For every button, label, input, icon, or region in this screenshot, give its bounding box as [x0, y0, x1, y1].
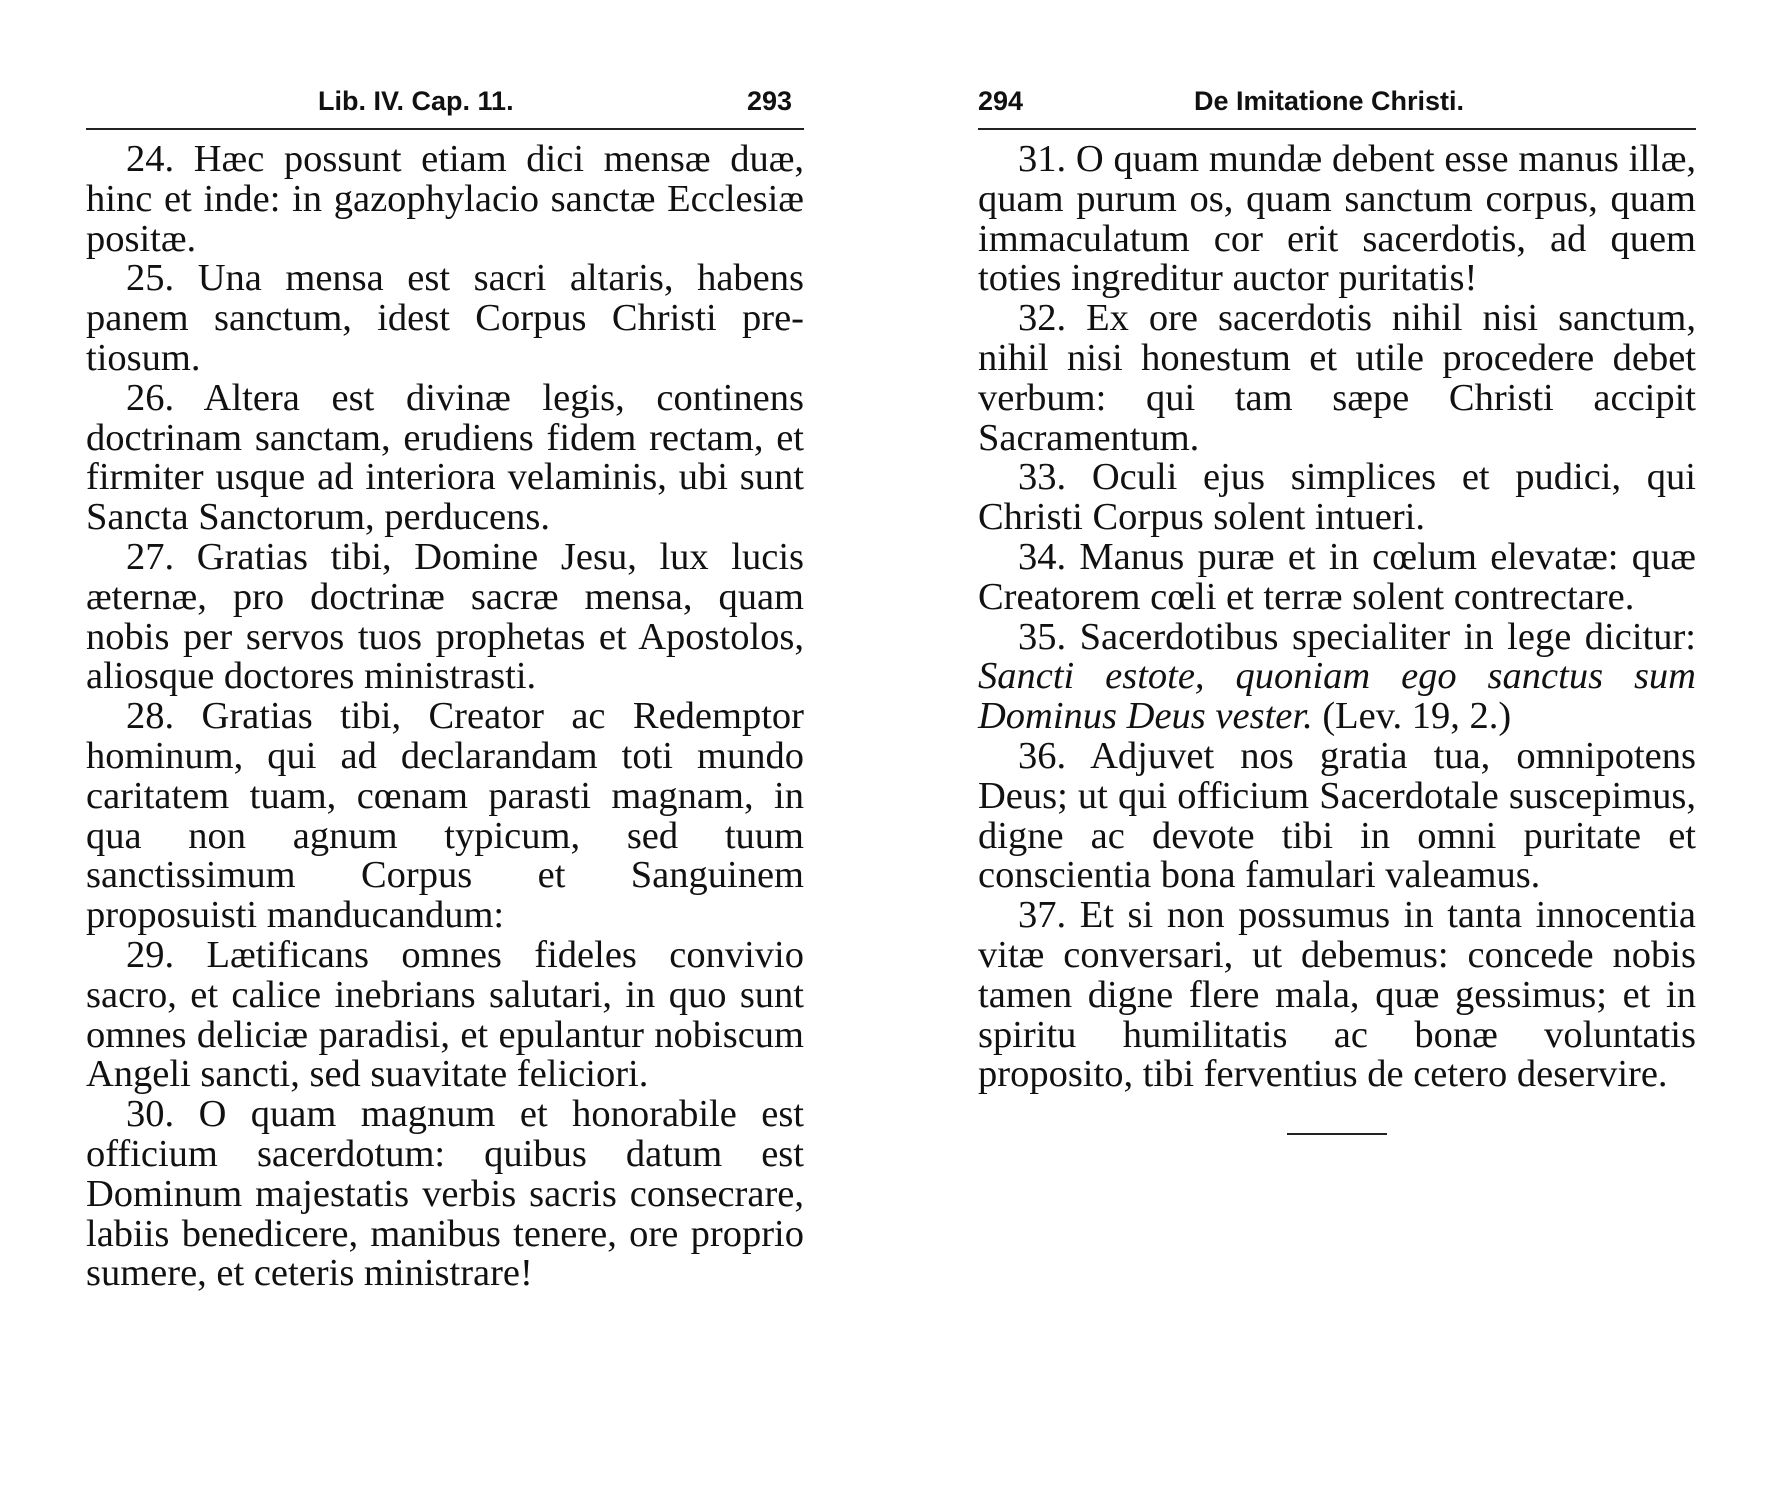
- header-rule: [978, 128, 1696, 130]
- paragraph-number: 24.: [126, 138, 175, 180]
- running-title: Lib. IV. Cap. 11.: [318, 86, 514, 116]
- left-page-header: [86, 78, 804, 124]
- paragraph: [978, 140, 1696, 299]
- paragraph-text: Hæc possunt etiam dici mensæ duæ, hinc et inde: in gazophylacio sanctæ Ecclesiæ positæ.: [86, 138, 804, 260]
- paragraph-number: 29.: [126, 933, 175, 976]
- paragraph-number: 30.: [126, 1093, 175, 1136]
- right-page-body: [978, 140, 1696, 1095]
- paragraph: [86, 376, 804, 539]
- scripture-quote: Sancti estote, quoniam ego sanctus sum Dominus Deus vester.: [978, 655, 1696, 738]
- right-page-header: [978, 78, 1696, 124]
- paragraph-number: 27.: [126, 535, 175, 578]
- paragraph-number: 33.: [1018, 456, 1067, 499]
- paragraph: [978, 458, 1696, 538]
- paragraph-text: Adjuvet nos gratia tua, omnipotens Deus; ut qui officium Sacerdotale suscepimus, digne ac devote tibi in omni puritate et conscientia bona famulari valeamus.: [978, 734, 1696, 897]
- paragraph-number: 25.: [126, 257, 175, 300]
- page-number: 294: [978, 86, 1024, 116]
- paragraph-number: 28.: [126, 695, 175, 738]
- left-page: [86, 78, 804, 1294]
- paragraph: [86, 933, 805, 1096]
- paragraph-text: Oculi ejus simplices et pudici, qui Christi Corpus solent intueri.: [978, 456, 1697, 539]
- paragraph-text: Ex ore sacerdotis nihil nisi sanctum, nihil nisi honestum et utile procedere debet verbum: qui tam sæpe Christi accipit Sacramentum.: [978, 297, 1697, 459]
- paragraph-text: Et si non possumus in tanta innocentia vitæ conversari, ut debemus: concede nobis tamen digne flere mala, quæ gessimus; et in spiritu humilitatis ac bonæ voluntatis proposito, tibi ferventius de cetero deservire.: [978, 894, 1696, 1096]
- left-page-body: [86, 140, 804, 1294]
- paragraph-text: Manus puræ et in cœlum elevatæ: quæ Creatorem cœli et terræ solent contrectare.: [978, 535, 1696, 618]
- right-page: [978, 78, 1696, 1135]
- paragraph-number: 32.: [1018, 297, 1067, 340]
- paragraph: [86, 1095, 804, 1294]
- paragraph-text: Gratias tibi, Creator ac Redemptor hominum, qui ad declarandam toti mundo caritatem tuam, cœnam parasti magnam, in qua non agnum typicum, sed tuum sanctissimum Corpus et Sanguinem proposuisti manducandum:: [86, 695, 804, 937]
- paragraph: [978, 615, 1696, 738]
- paragraph: [86, 140, 804, 259]
- paragraph: [86, 535, 805, 698]
- paragraph: [978, 299, 1696, 458]
- scripture-reference: (Lev. 19, 2.): [1312, 695, 1512, 738]
- paragraph: [86, 697, 804, 936]
- paragraph: [978, 734, 1696, 897]
- paragraph-text: O quam magnum et honorabile est officium sacerdotum: quibus datum est Dominum majestatis verbis sacris consecrare, labiis benedicere, manibus tenere, ore proprio sumere, et ceteris ministrare!: [86, 1093, 804, 1295]
- paragraph: [86, 259, 804, 378]
- paragraph: [978, 896, 1696, 1095]
- header-rule: [86, 128, 804, 130]
- page-number: 293: [746, 86, 792, 116]
- paragraph-number: 36.: [1018, 734, 1067, 777]
- chapter-end-rule: [1287, 1133, 1387, 1135]
- paragraph-number: 37.: [1018, 894, 1067, 937]
- paragraph-number: 26.: [126, 376, 175, 419]
- paragraph-number: 34.: [1018, 535, 1067, 578]
- paragraph-text: Gratias tibi, Domine Jesu, lux lucis æternæ, pro doctrinæ sacræ mensa, quam nobis per servos tuos prophetas et Apostolos, aliosque doctores ministrasti.: [86, 535, 805, 698]
- paragraph-number: 35.: [1018, 615, 1067, 658]
- paragraph-text: O quam mundæ debent esse manus illæ, quam purum os, quam sanctum corpus, quam immaculatum cor erit sacerdotis, ad quem toties ingreditur auctor puritatis!: [978, 138, 1697, 300]
- paragraph-text: Una mensa est sacri altaris, habens panem sanctum, idest Corpus Christi pretiosum.: [86, 257, 805, 379]
- paragraph-text: Lætificans omnes fideles convivio sacro, et calice inebrians salutari, in quo sunt omnes deliciæ paradisi, et epulantur nobiscum Angeli sancti, sed suavitate feliciori.: [86, 933, 805, 1096]
- paragraph-number: 31.: [1018, 138, 1067, 180]
- paragraph: [978, 535, 1696, 618]
- running-title: De Imitatione Christi.: [1194, 86, 1465, 116]
- paragraph-text: Sacerdotibus specialiter in lege dicitur:: [1079, 615, 1696, 658]
- paragraph-text: Altera est divinæ legis, continens doctrinam sanctam, erudiens fidem rectam, et firmiter usque ad interiora velaminis, ubi sunt Sancta Sanctorum, perducens.: [86, 376, 804, 539]
